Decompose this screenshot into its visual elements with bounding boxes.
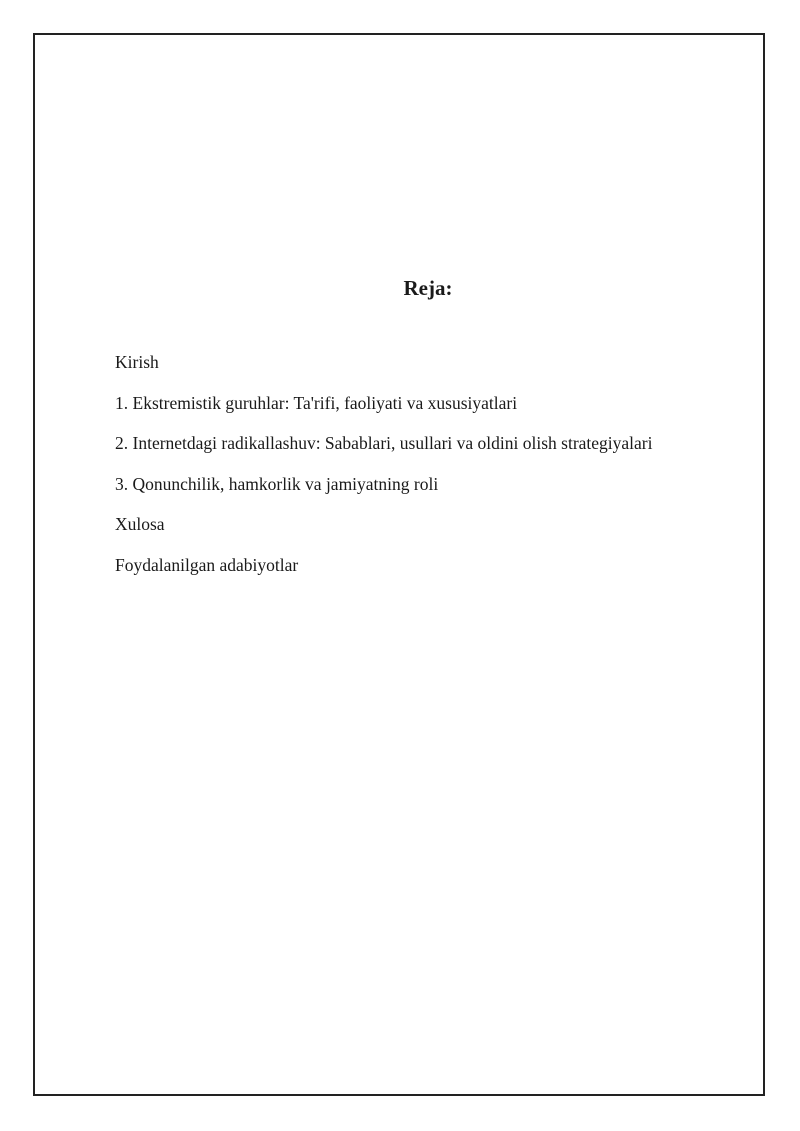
toc-item-section-1: 1. Ekstremistik guruhlar: Ta'rifi, faoliyati va xususiyatlari — [115, 392, 518, 413]
table-of-contents — [115, 350, 653, 593]
toc-item-introduction: Kirish — [115, 352, 159, 372]
page-title: Reja: — [403, 276, 453, 300]
toc-item-conclusion: Xulosa — [115, 514, 165, 534]
toc-item-section-3: 3. Qonunchilik, hamkorlik va jamiyatning roli — [115, 473, 439, 494]
toc-item-section-2: 2. Internetdagi radikallashuv: Sabablari, usullari va oldini olish strategiyalari — [115, 433, 653, 453]
toc-item-references: Foydalanilgan adabiyotlar — [115, 554, 299, 575]
